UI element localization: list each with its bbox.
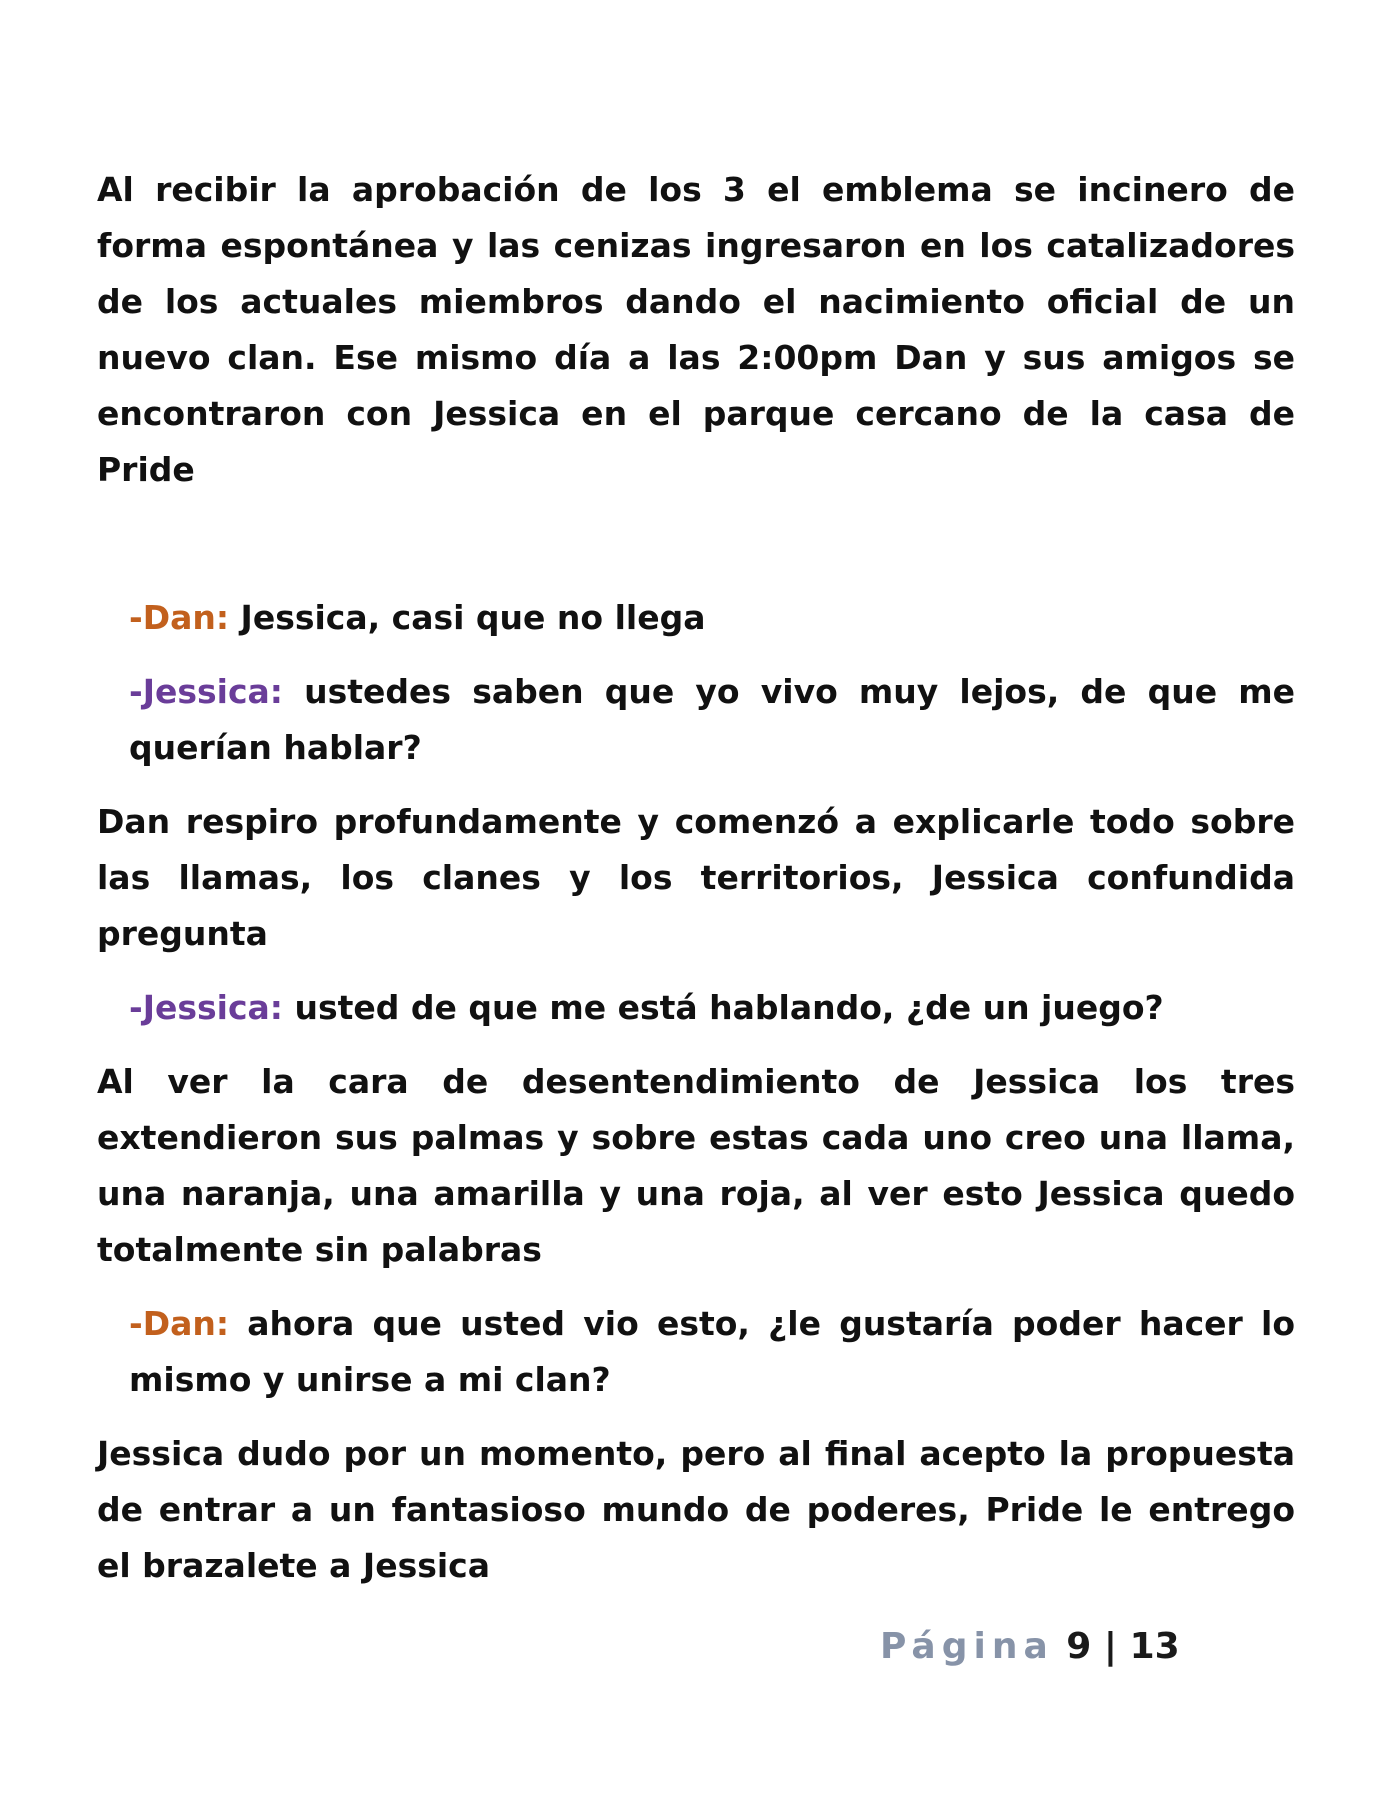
dialogue-text: ustedes saben que yo vivo muy lejos, de que me querían hablar? [129, 672, 1295, 767]
dialogue-line-jessica-1 [97, 664, 1295, 776]
speaker-dan: -Dan: [129, 598, 230, 637]
dialogue-line-dan-1 [97, 590, 1295, 646]
spacer [97, 1408, 1295, 1426]
spacer [97, 1278, 1295, 1296]
page-separator: | [1103, 1626, 1118, 1667]
spacer [97, 646, 1295, 664]
page-number: 9 [1066, 1626, 1092, 1667]
dialogue-text: Jessica, casi que no llega [229, 598, 706, 637]
spacer [97, 776, 1295, 794]
spacer [97, 962, 1295, 980]
dialogue-line-dan-2 [97, 1296, 1295, 1408]
speaker-jessica: -Jessica: [129, 988, 283, 1027]
page-content [97, 162, 1295, 1594]
speaker-jessica: -Jessica: [129, 672, 283, 711]
speaker-dan: -Dan: [129, 1304, 230, 1343]
spacer [97, 498, 1295, 590]
page-total: 13 [1129, 1626, 1180, 1667]
spacer [97, 1036, 1295, 1054]
dialogue-line-jessica-2 [97, 980, 1295, 1036]
narration-paragraph-2: Dan respiro profundamente y comenzó a explicarle todo sobre las llamas, los clanes y los territorios, Jessica confundida pregunta [97, 802, 1295, 953]
dialogue-text: ahora que usted vio esto, ¿le gustaría poder hacer lo mismo y unirse a mi clan? [129, 1304, 1295, 1399]
page-label: Página [880, 1626, 1054, 1667]
page-number-footer [880, 1625, 1180, 1669]
narration-paragraph-1: Al recibir la aprobación de los 3 el emblema se incinero de forma espontánea y las cenizas ingresaron en los catalizadores de los actuales miembros dando el nacimiento oficial de un nuevo clan. Ese mismo día a las 2:00pm Dan y sus amigos se encontraron con Jessica en el parque cercano de la casa de Pride [97, 170, 1295, 489]
narration-paragraph-3: Al ver la cara de desentendimiento de Jessica los tres extendieron sus palmas y sobre estas cada uno creo una llama, una naranja, una amarilla y una roja, al ver esto Jessica quedo totalmente sin palabras [97, 1062, 1295, 1269]
dialogue-text: usted de que me está hablando, ¿de un juego? [282, 988, 1164, 1027]
narration-paragraph-4: Jessica dudo por un momento, pero al final acepto la propuesta de entrar a un fantasioso mundo de poderes, Pride le entrego el brazalete a Jessica [97, 1434, 1295, 1585]
